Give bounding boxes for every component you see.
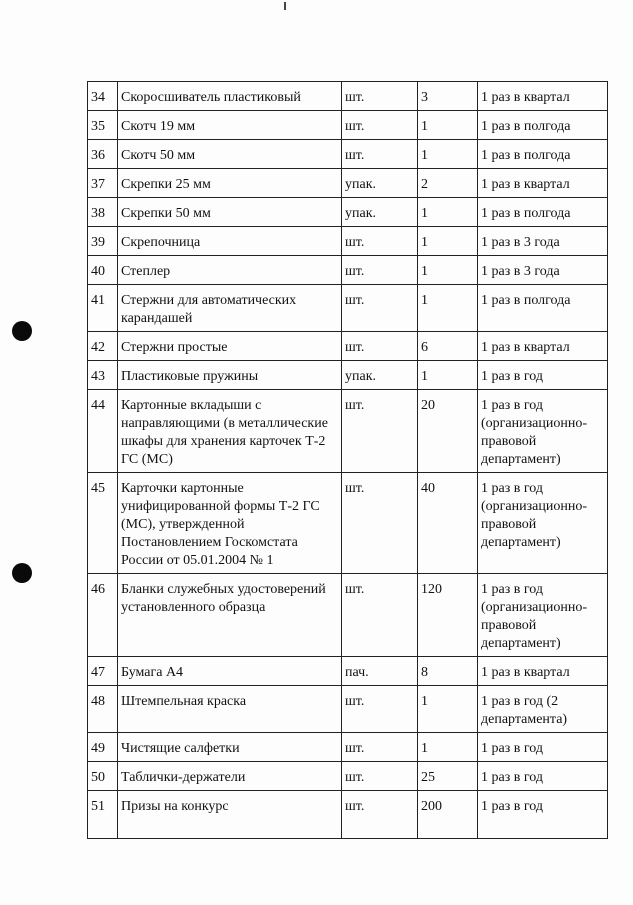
row-number: 38	[88, 198, 118, 227]
row-number: 45	[88, 473, 118, 574]
item-name: Чистящие салфетки	[118, 733, 342, 762]
item-quantity: 6	[418, 332, 478, 361]
item-unit: шт.	[342, 733, 418, 762]
table-row	[88, 140, 608, 169]
item-quantity: 1	[418, 111, 478, 140]
table-row	[88, 285, 608, 332]
item-unit: упак.	[342, 169, 418, 198]
table-row	[88, 332, 608, 361]
item-name: Скрепочница	[118, 227, 342, 256]
table-row	[88, 762, 608, 791]
item-quantity: 1	[418, 686, 478, 733]
item-frequency: 1 раз в полгода	[478, 111, 608, 140]
table-row	[88, 111, 608, 140]
table-row	[88, 791, 608, 839]
item-name: Стержни для автоматических карандашей	[118, 285, 342, 332]
item-quantity: 1	[418, 285, 478, 332]
table-row	[88, 733, 608, 762]
item-frequency: 1 раз в год	[478, 361, 608, 390]
item-name: Бланки служебных удостоверений установленного образца	[118, 574, 342, 657]
row-number: 44	[88, 390, 118, 473]
item-unit: шт.	[342, 762, 418, 791]
row-number: 37	[88, 169, 118, 198]
item-frequency: 1 раз в полгода	[478, 285, 608, 332]
item-unit: шт.	[342, 285, 418, 332]
item-frequency: 1 раз в год (2 департамента)	[478, 686, 608, 733]
item-frequency: 1 раз в 3 года	[478, 256, 608, 285]
item-frequency: 1 раз в полгода	[478, 198, 608, 227]
table-row	[88, 169, 608, 198]
table-row	[88, 657, 608, 686]
item-name: Скрепки 50 мм	[118, 198, 342, 227]
item-name: Степлер	[118, 256, 342, 285]
item-name: Штемпельная краска	[118, 686, 342, 733]
item-frequency: 1 раз в квартал	[478, 332, 608, 361]
item-unit: пач.	[342, 657, 418, 686]
row-number: 50	[88, 762, 118, 791]
table-row	[88, 361, 608, 390]
table-row	[88, 390, 608, 473]
item-quantity: 1	[418, 227, 478, 256]
item-quantity: 40	[418, 473, 478, 574]
item-quantity: 2	[418, 169, 478, 198]
item-unit: шт.	[342, 82, 418, 111]
item-quantity: 3	[418, 82, 478, 111]
table-row	[88, 227, 608, 256]
item-quantity: 25	[418, 762, 478, 791]
row-number: 34	[88, 82, 118, 111]
item-frequency: 1 раз в полгода	[478, 140, 608, 169]
item-quantity: 1	[418, 361, 478, 390]
row-number: 49	[88, 733, 118, 762]
item-name: Бумага А4	[118, 657, 342, 686]
item-frequency: 1 раз в год	[478, 733, 608, 762]
row-number: 35	[88, 111, 118, 140]
item-quantity: 200	[418, 791, 478, 839]
item-name: Карточки картонные унифицированной формы Т-2 ГС (МС), утвержденной Постановлением Госкомстата России от 05.01.2004 № 1	[118, 473, 342, 574]
table-row	[88, 256, 608, 285]
table-row	[88, 473, 608, 574]
item-frequency: 1 раз в год (организационно-правовой департамент)	[478, 473, 608, 574]
supply-table	[87, 81, 608, 839]
table-row	[88, 686, 608, 733]
item-frequency: 1 раз в квартал	[478, 169, 608, 198]
row-number: 42	[88, 332, 118, 361]
row-number: 40	[88, 256, 118, 285]
punch-hole	[12, 563, 32, 583]
item-name: Призы на конкурс	[118, 791, 342, 839]
item-frequency: 1 раз в квартал	[478, 82, 608, 111]
item-unit: шт.	[342, 686, 418, 733]
table-row	[88, 198, 608, 227]
item-unit: шт.	[342, 473, 418, 574]
item-quantity: 1	[418, 733, 478, 762]
row-number: 47	[88, 657, 118, 686]
item-frequency: 1 раз в квартал	[478, 657, 608, 686]
item-unit: шт.	[342, 574, 418, 657]
supply-table-body	[88, 82, 608, 839]
row-number: 46	[88, 574, 118, 657]
item-name: Скоросшиватель пластиковый	[118, 82, 342, 111]
item-name: Скотч 19 мм	[118, 111, 342, 140]
item-unit: шт.	[342, 111, 418, 140]
item-unit: шт.	[342, 332, 418, 361]
item-quantity: 1	[418, 256, 478, 285]
item-quantity: 1	[418, 140, 478, 169]
item-frequency: 1 раз в год	[478, 762, 608, 791]
punch-hole	[12, 321, 32, 341]
item-quantity: 20	[418, 390, 478, 473]
item-unit: шт.	[342, 140, 418, 169]
row-number: 48	[88, 686, 118, 733]
table-row	[88, 82, 608, 111]
row-number: 41	[88, 285, 118, 332]
item-unit: упак.	[342, 198, 418, 227]
item-name: Скотч 50 мм	[118, 140, 342, 169]
row-number: 39	[88, 227, 118, 256]
item-frequency: 1 раз в год	[478, 791, 608, 839]
item-unit: шт.	[342, 791, 418, 839]
row-number: 36	[88, 140, 118, 169]
item-name: Стержни простые	[118, 332, 342, 361]
item-name: Пластиковые пружины	[118, 361, 342, 390]
item-quantity: 1	[418, 198, 478, 227]
item-unit: упак.	[342, 361, 418, 390]
item-name: Таблички-держатели	[118, 762, 342, 791]
item-name: Картонные вкладыши с направляющими (в металлические шкафы для хранения карточек Т-2 ГС (МС)	[118, 390, 342, 473]
item-frequency: 1 раз в год (организационно-правовой департамент)	[478, 574, 608, 657]
item-unit: шт.	[342, 256, 418, 285]
item-unit: шт.	[342, 390, 418, 473]
item-unit: шт.	[342, 227, 418, 256]
item-frequency: 1 раз в 3 года	[478, 227, 608, 256]
item-quantity: 8	[418, 657, 478, 686]
row-number: 43	[88, 361, 118, 390]
row-number: 51	[88, 791, 118, 839]
item-name: Скрепки 25 мм	[118, 169, 342, 198]
item-quantity: 120	[418, 574, 478, 657]
item-frequency: 1 раз в год (организационно-правовой департамент)	[478, 390, 608, 473]
table-row	[88, 574, 608, 657]
scan-mark	[284, 2, 286, 10]
